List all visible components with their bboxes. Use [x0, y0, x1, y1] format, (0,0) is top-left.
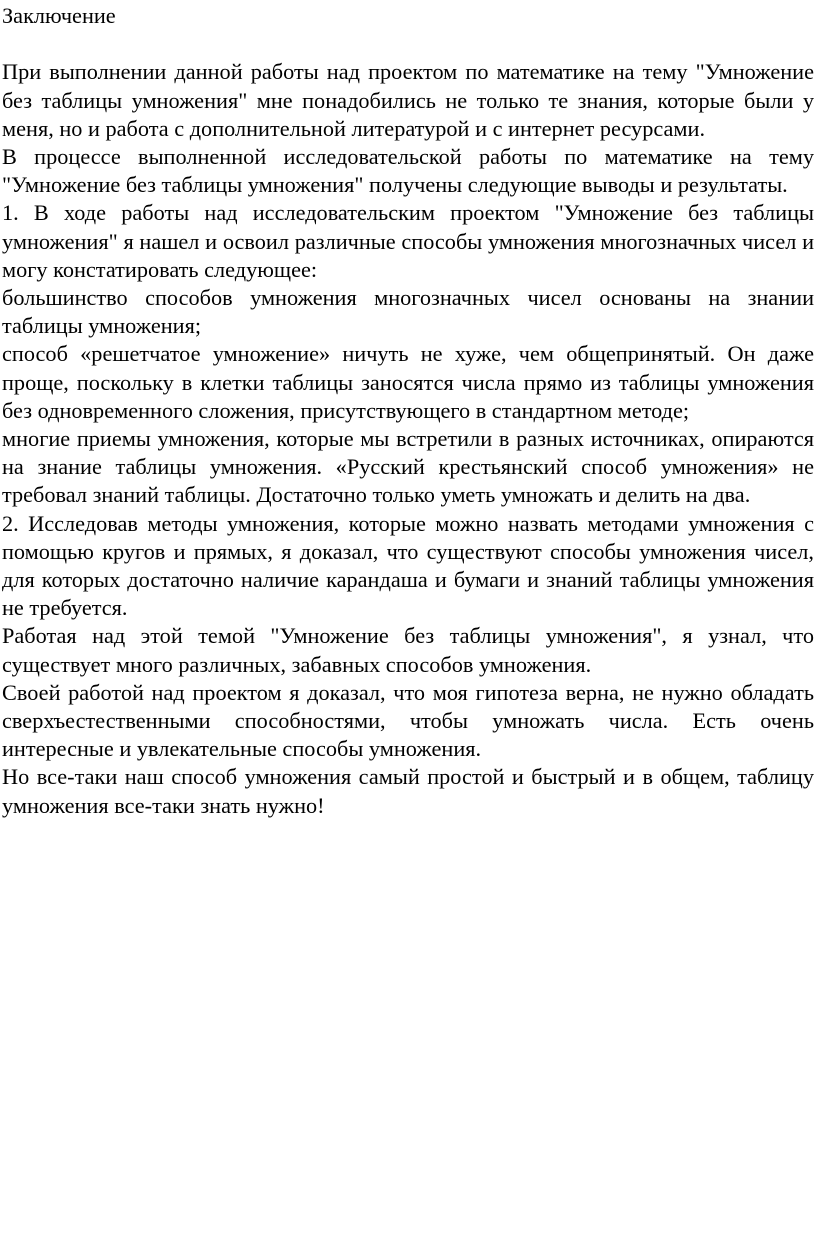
paragraph-point-1-b: способ «решетчатое умножение» ничуть не хуже, чем общепринятый. Он даже проще, поскольку в клетки таблицы заносятся числа прямо из таблицы умножения без одновременного сложения, присутствующего в стандартном методе; [2, 341, 814, 423]
paragraph-point-1: 1. В ходе работы над исследовательским проектом "Умножение без таблицы умножения" я нашел и освоил различные способы умножения многозначных чисел и могу констатировать следующее: [2, 200, 814, 282]
paragraph-intro: При выполнении данной работы над проектом по математике на тему "Умножение без таблицы умножения" мне понадобились не только те знания, которые были у меня, но и работа с дополнительной литературой и с интернет ресурсами. [2, 59, 814, 141]
blank-line [2, 30, 814, 58]
paragraph-point-2: 2. Исследовав методы умножения, которые можно назвать методами умножения с помощью кругов и прямых, я доказал, что существуют способы умножения чисел, для которых достаточно наличие карандаша и бумаги и знаний таблицы умножения не требуется. [2, 510, 814, 621]
paragraph-point-1-c: многие приемы умножения, которые мы встретили в разных источниках, опираются на знание таблицы умножения. «Русский крестьянский способ умножения» не требовал знаний таблицы. Достаточно только уметь умножать и делить на два. [2, 426, 814, 508]
paragraph-point-1-a: большинство способов умножения многозначных чисел основаны на знании таблицы умножения; [2, 285, 814, 339]
document-heading: Заключение [2, 3, 116, 28]
paragraph-final: Но все-таки наш способ умножения самый простой и быстрый и в общем, таблицу умножения все-таки знать нужно! [2, 764, 814, 818]
paragraph-topic-summary: Работая над этой темой "Умножение без таблицы умножения", я узнал, что существует много различных, забавных способов умножения. [2, 623, 814, 677]
paragraph-hypothesis: Своей работой над проектом я доказал, что моя гипотеза верна, не нужно обладать сверхъестественными способностями, чтобы умножать числа. Есть очень интересные и увлекательные способы умножения. [2, 679, 814, 762]
paragraph-results-lead: В процессе выполненной исследовательской работы по математике на тему "Умножение без таблицы умножения" получены следующие выводы и результаты. [2, 144, 814, 198]
